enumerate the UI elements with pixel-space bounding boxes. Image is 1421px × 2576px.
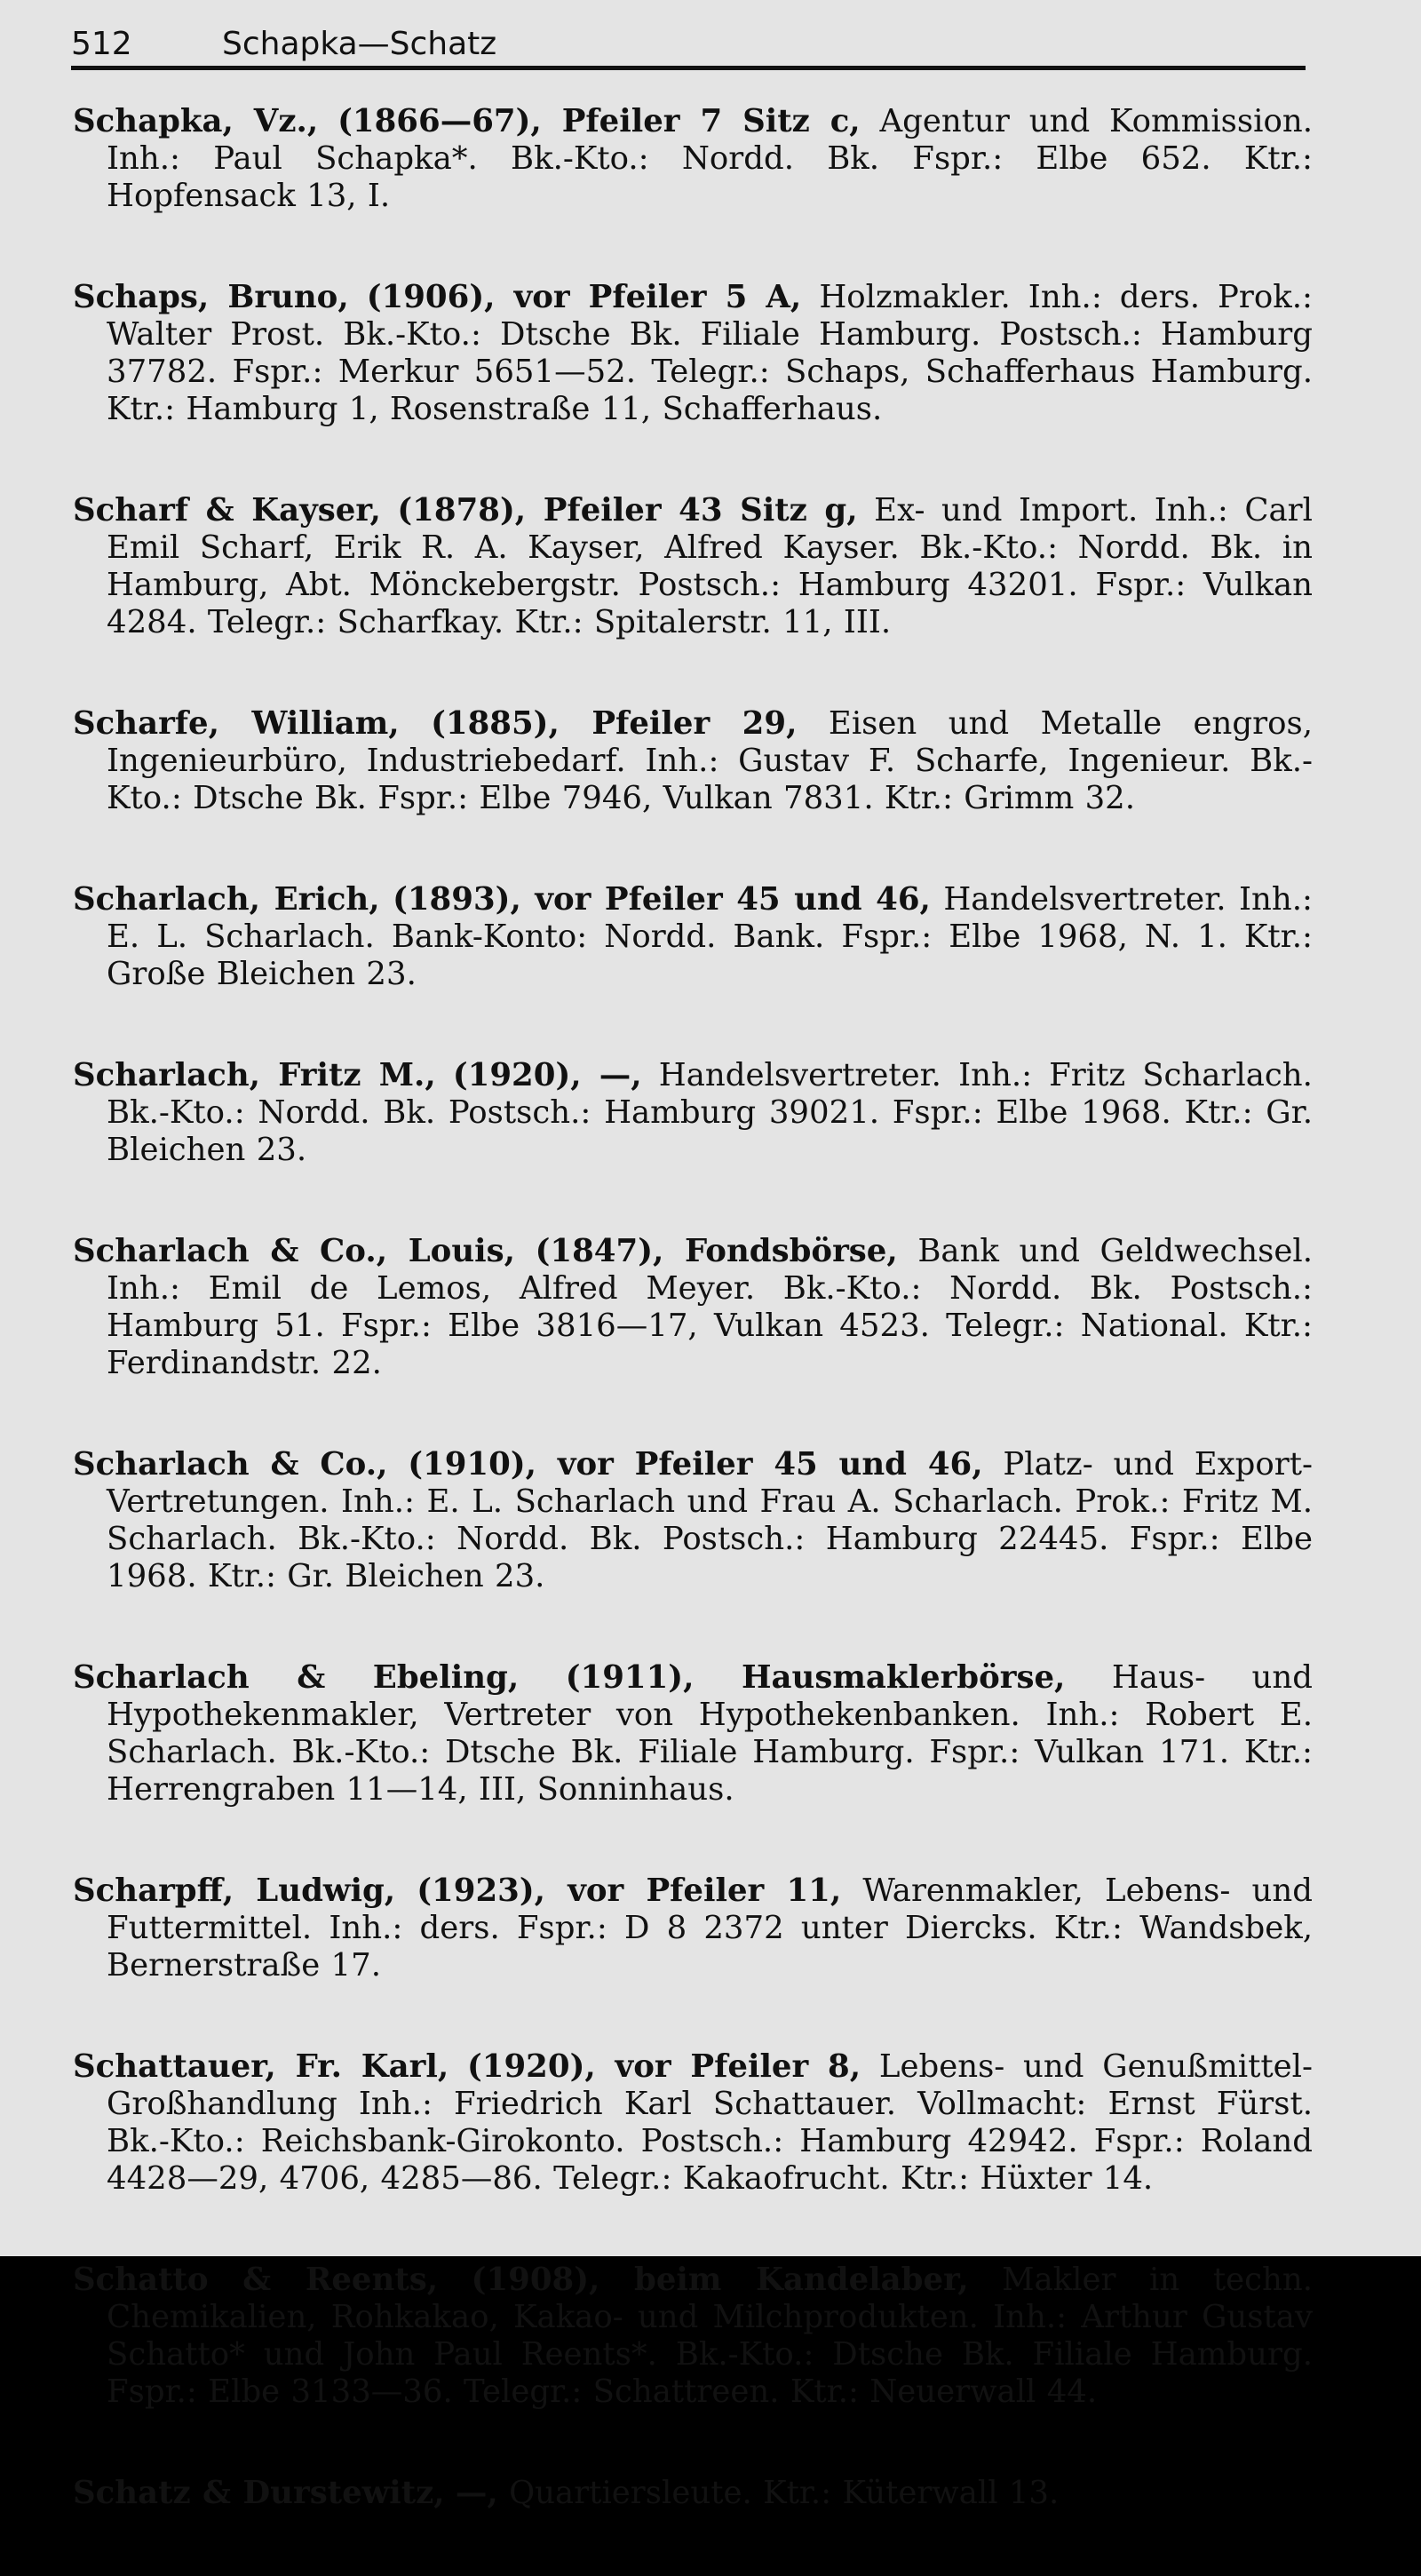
- entry-name: Schapka, Vz.,: [73, 103, 319, 139]
- entry-location: (1908), beim Kandelaber,: [471, 2262, 969, 2298]
- entry-location: —,: [455, 2475, 498, 2511]
- entry-name: Schatto & Reents,: [73, 2262, 439, 2298]
- directory-entry: [73, 881, 1313, 993]
- entry-text: Platz- und Export-Vertretungen. Inh.: E. L. Scharlach und Frau A. Scharlach. Prok.: Fritz M. Scharlach. Bk.-Kto.: Nordd. Bk. Postsch.: Hamburg 22445. Fspr.: Elbe 1968. Ktr.: Gr. Bleichen 23.: [107, 1446, 1313, 1594]
- entry-name: Scharfe, William,: [73, 705, 400, 742]
- entry-location: (1923), vor Pfeiler 11,: [417, 1872, 842, 1909]
- entry-list: [73, 103, 1313, 2576]
- directory-entry: [73, 2048, 1313, 2198]
- entry-name: Schaps, Bruno,: [73, 279, 349, 315]
- entry-location: (1910), vor Pfeiler 45 und 46,: [408, 1446, 983, 1483]
- entry-text: Eisen und Metalle engros, Ingenieurbüro, Industriebedarf. Inh.: Gustav F. Scharfe, Ingenieur. Bk.-Kto.: Dtsche Bk. Fspr.: Elbe 7946, Vulkan 7831. Ktr.: Grimm 32.: [107, 705, 1313, 816]
- page-number: 512: [71, 26, 132, 62]
- entry-text: Warenmakler, Lebens- und Futtermittel. Inh.: ders. Fspr.: D 8 2372 unter Diercks. Ktr.: Wandsbek, Bernerstraße 17.: [107, 1872, 1313, 1984]
- entry-text: Haus- und Hypothekenmakler, Vertreter von Hypothekenbanken. Inh.: Robert E. Scharlach. Bk.-Kto.: Dtsche Bk. Filiale Hamburg. Fspr.: Vulkan 171. Ktr.: Herrengraben 11—14, III, Sonninhaus.: [107, 1659, 1313, 1808]
- directory-entry: [73, 1446, 1313, 1595]
- directory-entry: [73, 2475, 1313, 2512]
- entry-name: Scharlach & Co.,: [73, 1446, 388, 1483]
- page-header: [71, 25, 1306, 64]
- running-head: Schapka—Schatz: [222, 26, 497, 62]
- directory-entry: [73, 1057, 1313, 1169]
- directory-entry: [73, 1233, 1313, 1382]
- entry-name: Scharlach & Ebeling,: [73, 1659, 520, 1696]
- entry-location: (1885), Pfeiler 29,: [431, 705, 798, 742]
- header-rule: [71, 66, 1306, 70]
- entry-text: Lebens- und Genußmittel-Großhandlung Inh.: Friedrich Karl Schattauer. Vollmacht: Ernst Fürst. Bk.-Kto.: Reichsbank-Girokonto. Postsch.: Hamburg 42942. Fspr.: Roland 4428—29, 4706, 4285—86. Telegr.: Kakaofrucht. Ktr.: Hüxter 14.: [107, 2048, 1313, 2197]
- entry-location: (1847), Fondsbörse,: [535, 1233, 898, 1269]
- entry-location: (1911), Hausmaklerbörse,: [565, 1659, 1066, 1696]
- entry-location: (1920), vor Pfeiler 8,: [466, 2048, 861, 2085]
- directory-entry: [73, 2262, 1313, 2411]
- entry-text: Handelsvertreter. Inh.: E. L. Scharlach. Bank-Konto: Nordd. Bank. Fspr.: Elbe 1968, N. 1. Ktr.: Große Bleichen 23.: [107, 881, 1313, 992]
- entry-text: Handelsvertreter. Inh.: Fritz Scharlach. Bk.-Kto.: Nordd. Bk. Postsch.: Hamburg 39021. Fspr.: Elbe 1968. Ktr.: Gr. Bleichen 23.: [107, 1057, 1313, 1168]
- directory-entry: [73, 1659, 1313, 1809]
- directory-entry: [73, 279, 1313, 428]
- entry-name: Scharlach, Erich,: [73, 881, 380, 918]
- directory-entry: [73, 492, 1313, 641]
- entry-name: Scharlach & Co., Louis,: [73, 1233, 516, 1269]
- entry-text: Agentur und Kommission. Inh.: Paul Schapka*. Bk.-Kto.: Nordd. Bk. Fspr.: Elbe 652. Ktr.: Hopfensack 13, I.: [107, 103, 1313, 214]
- entry-location: (1906), vor Pfeiler 5 A,: [366, 279, 802, 315]
- entry-text: Ex- und Import. Inh.: Carl Emil Scharf, Erik R. A. Kayser, Alfred Kayser. Bk.-Kto.: Nordd. Bk. in Hamburg, Abt. Mönckebergstr. Postsch.: Hamburg 43201. Fspr.: Vulkan 4284. Telegr.: Scharfkay. Ktr.: Spitalerstr. 11, III.: [107, 492, 1313, 640]
- entry-text: Bank und Geldwechsel. Inh.: Emil de Lemos, Alfred Meyer. Bk.-Kto.: Nordd. Bk. Postsch.: Hamburg 51. Fspr.: Elbe 3816—17, Vulkan 4523. Telegr.: National. Ktr.: Ferdinandstr. 22.: [107, 1233, 1314, 1381]
- entry-text: Quartiersleute. Ktr.: Küterwall 13.: [509, 2475, 1060, 2511]
- entry-name: Schatz & Durstewitz,: [73, 2475, 445, 2511]
- entry-text: Holzmakler. Inh.: ders. Prok.: Walter Prost. Bk.-Kto.: Dtsche Bk. Filiale Hamburg. Postsch.: Hamburg 37782. Fspr.: Merkur 5651—52. Telegr.: Schaps, Schafferhaus Hamburg. Ktr.: Hamburg 1, Rosenstraße 11, Schafferhaus.: [107, 279, 1314, 427]
- directory-entry: [73, 705, 1313, 817]
- directory-entry: [73, 1872, 1313, 1984]
- entry-text: Makler in techn. Chemikalien, Rohkakao, Kakao- und Milchprodukten. Inh.: Arthur Gustav Schatto* und John Paul Reents*. Bk.-Kto.: Dtsche Bk. Filiale Hamburg. Fspr.: Elbe 3133—36. Telegr.: Schattreen. Ktr.: Neuerwall 44.: [107, 2262, 1313, 2410]
- entry-location: (1878), Pfeiler 43 Sitz g,: [397, 492, 858, 529]
- entry-location: (1893), vor Pfeiler 45 und 46,: [393, 881, 931, 918]
- entry-name: Scharf & Kayser,: [73, 492, 381, 529]
- entry-name: Scharpff, Ludwig,: [73, 1872, 396, 1909]
- entry-location: (1920), —,: [452, 1057, 642, 1093]
- entry-name: Schattauer, Fr. Karl,: [73, 2048, 449, 2085]
- entry-location: (1866—67), Pfeiler 7 Sitz c,: [337, 103, 861, 139]
- entry-name: Scharlach, Fritz M.,: [73, 1057, 436, 1093]
- directory-entry: [73, 103, 1313, 215]
